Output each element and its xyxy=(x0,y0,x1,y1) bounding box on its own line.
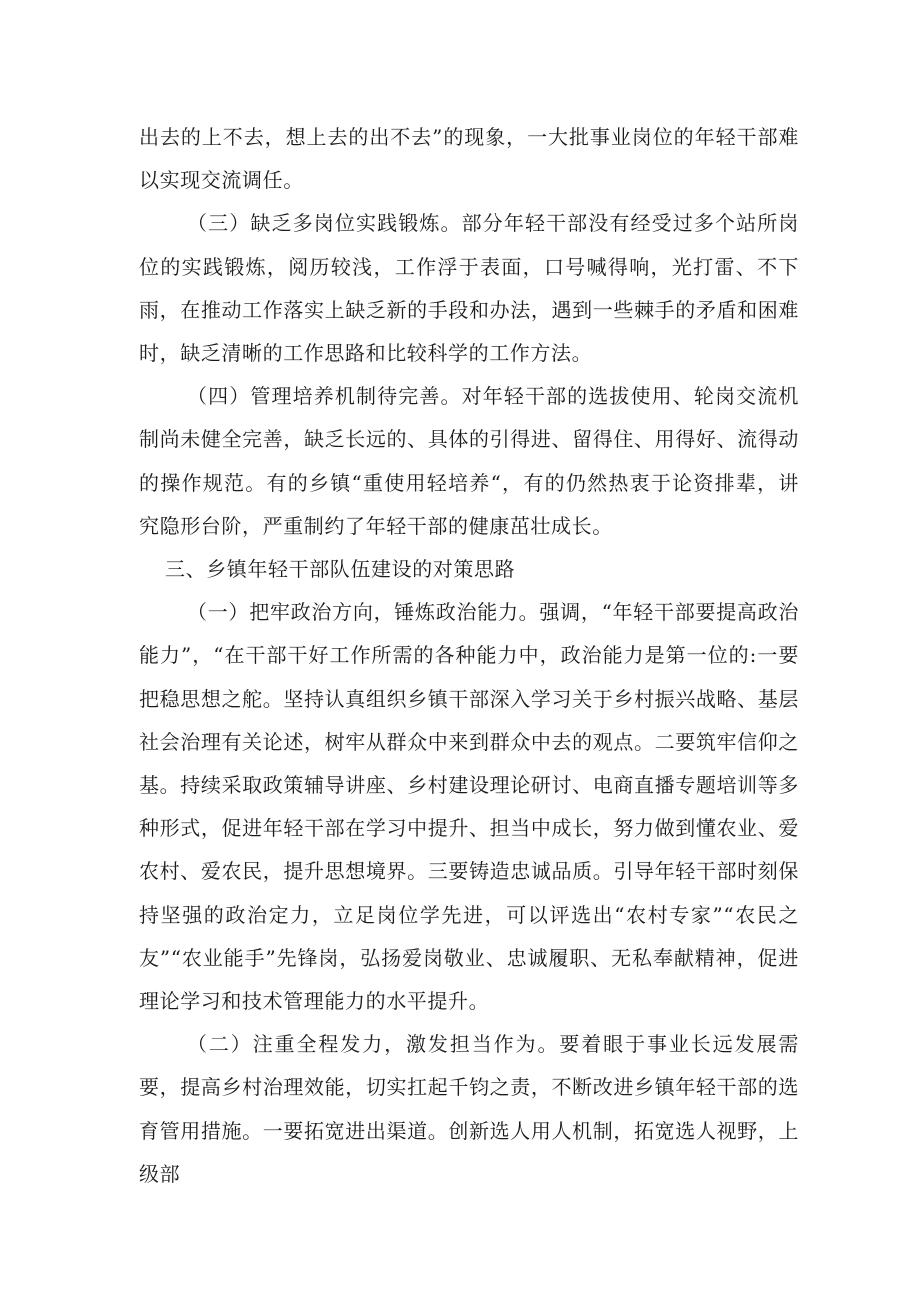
paragraph-subsection-2: （二）注重全程发力，激发担当作为。要着眼于事业长远发展需要，提高乡村治理效能，切实扛起千钧之责，不断改进乡镇年轻干部的选育管用措施。一要拓宽进出渠道。创新选人用人机制，拓宽选人视野，上级部 xyxy=(139,1032,799,1186)
section-heading: 三、乡镇年轻干部队伍建设的对策思路 xyxy=(165,557,516,582)
paragraph-subsection-1: （一）把牢政治方向，锤炼政治能力。强调，“年轻干部要提高政治能力”，“在干部干好工作所需的各种能力中，政治能力是第一位的:一要把稳思想之舵。坚持认真组织乡镇干部深入学习关于乡村振兴战略、基层社会治理有关论述，树牢从群众中来到群众中去的观点。二要筑牢信仰之基。持续采取政策辅导讲座、乡村建设理论研讨、电商直播专题培训等多种形式，促进年轻干部在学习中提升、担当中成长，努力做到懂农业、爱农村、爱农民，提升思想境界。三要铸造忠诚品质。引导年轻干部时刻保持坚强的政治定力，立足岗位学先进，可以评选出“农村专家”“农民之友”“农业能手”先锋岗，弘扬爱岗敬业、忠诚履职、无私奉献精神，促进理论学习和技术管理能力的水平提升。 xyxy=(139,600,799,1014)
paragraph-section-4: （四）管理培养机制待完善。对年轻干部的选拔使用、轮岗交流机制尚未健全完善，缺乏长远的、具体的引得进、留得住、用得好、流得动的操作规范。有的乡镇“重使用轻培养“，有的仍然热衷于论资排辈，讲究隐形台阶，严重制约了年轻干部的健康茁壮成长。 xyxy=(139,384,799,538)
paragraph-section-3: （三）缺乏多岗位实践锻炼。部分年轻干部没有经受过多个站所岗位的实践锻炼，阅历较浅，工作浮于表面，口号喊得响，光打雷、不下雨，在推动工作落实上缺乏新的手段和办法，遇到一些棘手的矛盾和困难时，缺乏清晰的工作思路和比较科学的工作方法。 xyxy=(139,211,799,366)
document-body xyxy=(139,116,799,1196)
paragraph-continuation: 出去的上不去，想上去的出不去”的现象，一大批事业岗位的年轻干部难以实现交流调任。 xyxy=(139,125,799,193)
